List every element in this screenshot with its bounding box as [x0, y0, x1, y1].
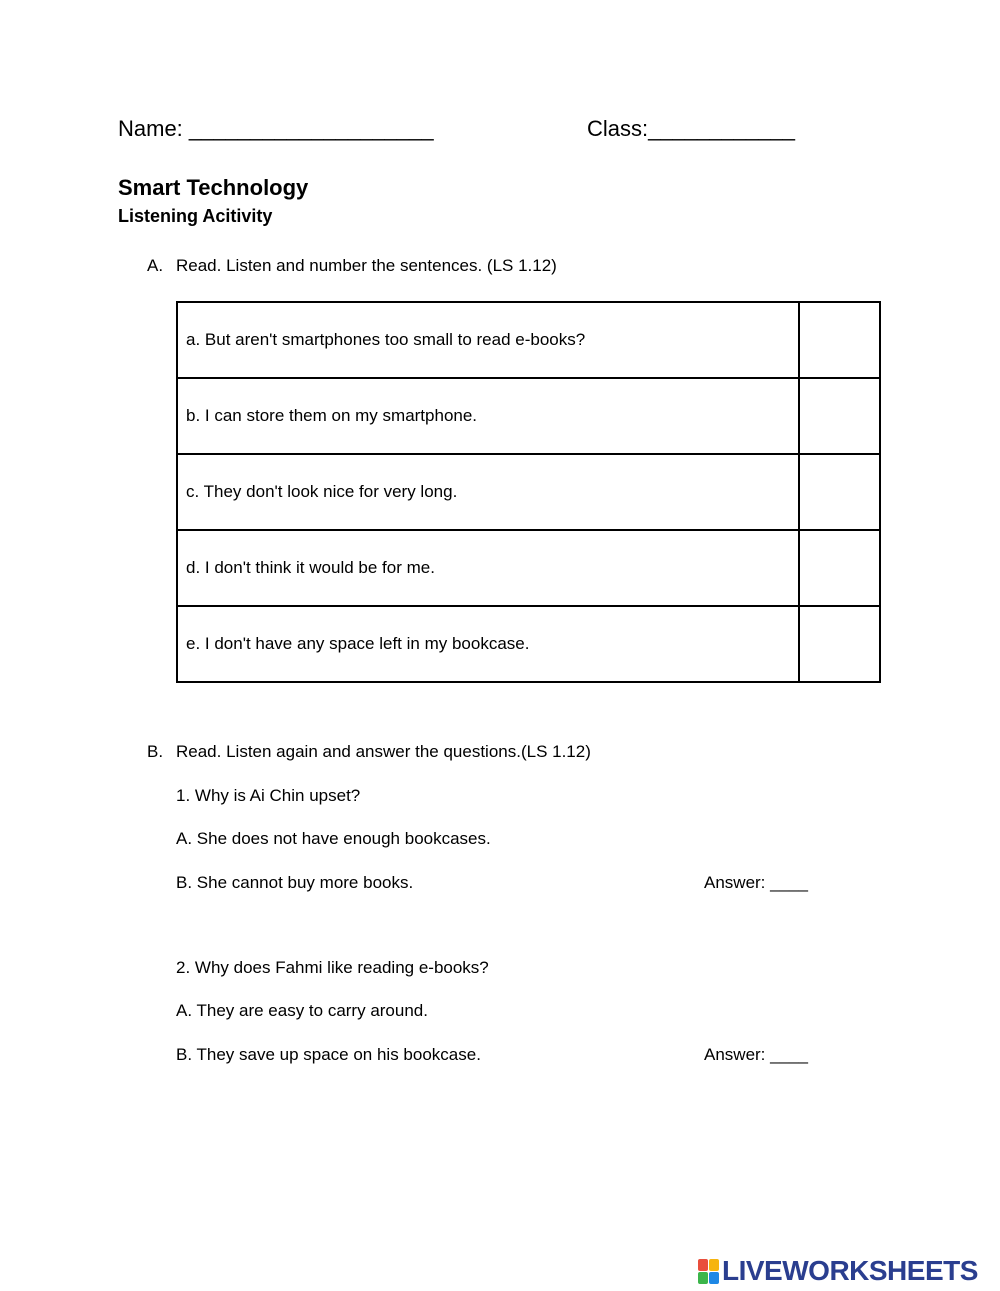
- sentence-cell: a. But aren't smartphones too small to read e-books?: [177, 302, 799, 378]
- number-answer-box[interactable]: [799, 454, 880, 530]
- sentences-table: [176, 301, 881, 683]
- question-1: 1. Why is Ai Chin upset?: [176, 786, 361, 805]
- number-answer-box[interactable]: [799, 530, 880, 606]
- sentence-cell: c. They don't look nice for very long.: [177, 454, 799, 530]
- table-row: [177, 454, 880, 530]
- class-field-label: Class:____________: [587, 116, 795, 141]
- table-row: [177, 378, 880, 454]
- section-b-instruction: [147, 742, 747, 764]
- question-2-option-b: B. They save up space on his bookcase.: [176, 1045, 481, 1064]
- question-1-option-a: A. She does not have enough bookcases.: [176, 829, 491, 848]
- liveworksheets-logo: [698, 1257, 978, 1285]
- number-answer-box[interactable]: [799, 378, 880, 454]
- number-answer-box[interactable]: [799, 606, 880, 682]
- question-2-answer-blank[interactable]: Answer: ____: [704, 1045, 808, 1064]
- sentence-cell: d. I don't think it would be for me.: [177, 530, 799, 606]
- page-subtitle: Listening Acitivity: [118, 206, 273, 226]
- sentence-cell: e. I don't have any space left in my bookcase.: [177, 606, 799, 682]
- logo-blocks-icon: [698, 1259, 719, 1284]
- number-answer-box[interactable]: [799, 302, 880, 378]
- table-row: [177, 302, 880, 378]
- question-1-option-b: B. She cannot buy more books.: [176, 873, 414, 892]
- page-title: Smart Technology: [118, 175, 309, 200]
- table-row: [177, 606, 880, 682]
- section-b-marker: B.: [147, 742, 164, 761]
- table-row: [177, 530, 880, 606]
- section-a-instruction: [147, 256, 747, 278]
- logo-text: LIVEWORKSHEETS: [722, 1255, 978, 1286]
- question-2-option-a: A. They are easy to carry around.: [176, 1001, 428, 1020]
- question-1-answer-blank[interactable]: Answer: ____: [704, 873, 808, 892]
- section-a-marker: A.: [147, 256, 164, 275]
- sentence-cell: b. I can store them on my smartphone.: [177, 378, 799, 454]
- question-2: 2. Why does Fahmi like reading e-books?: [176, 958, 489, 977]
- section-b-text: Read. Listen again and answer the questions.(LS 1.12): [176, 742, 591, 761]
- section-a-text: Read. Listen and number the sentences. (LS 1.12): [176, 256, 557, 275]
- name-field-label: Name: ____________________: [118, 116, 434, 141]
